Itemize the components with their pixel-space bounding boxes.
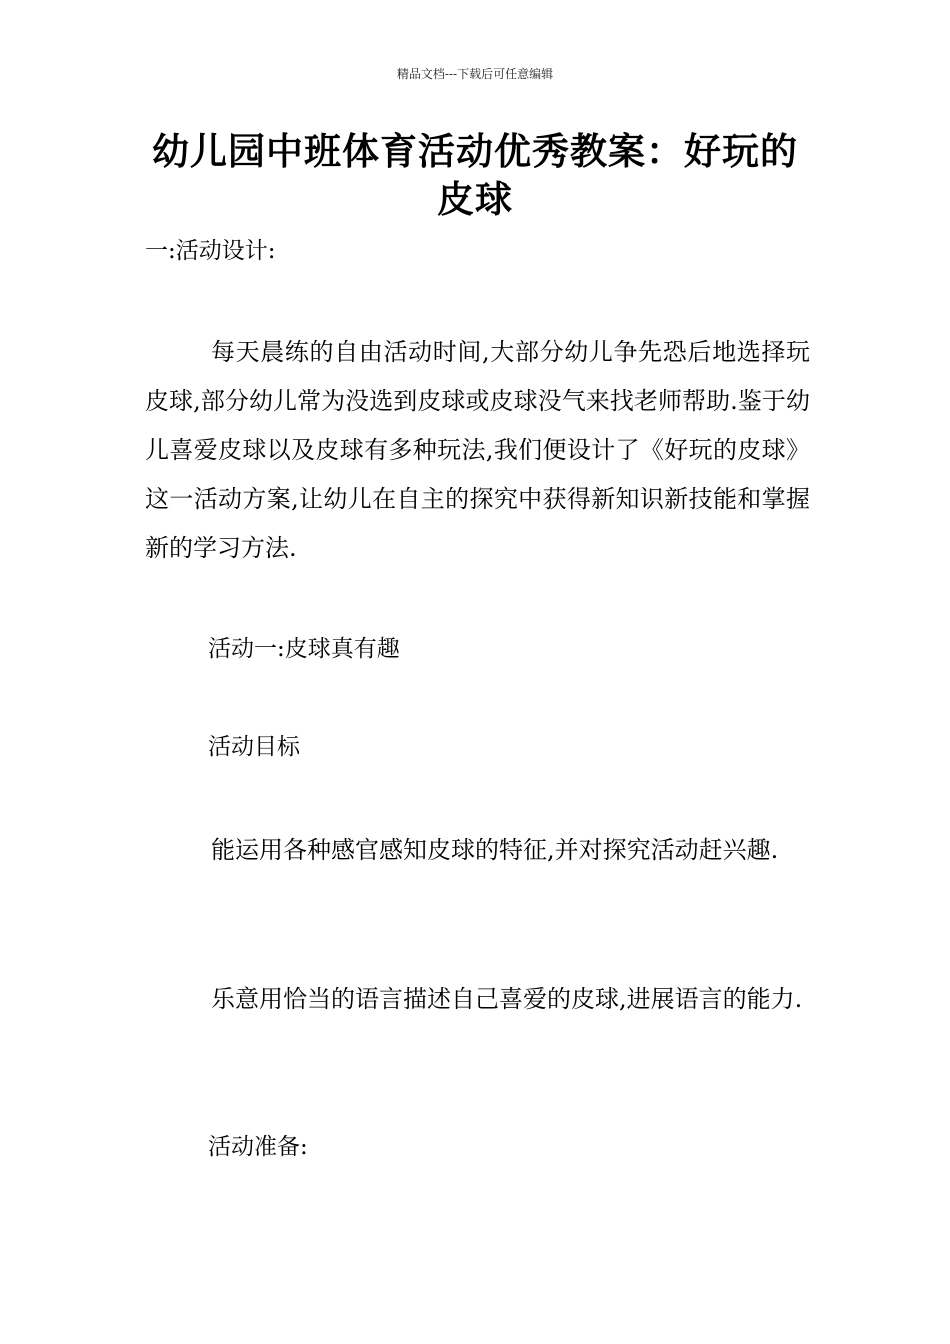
goal-item-1: 能运用各种感官感知皮球的特征,并对探究活动赶兴趣. bbox=[211, 836, 779, 864]
activity-goal-heading: 活动目标 bbox=[208, 734, 300, 760]
section-heading-activity-design: 一:活动设计: bbox=[145, 238, 276, 264]
activity-one-heading: 活动一:皮球真有趣 bbox=[208, 636, 400, 662]
page-header: 精品文档---下载后可任意编辑 bbox=[396, 67, 554, 81]
activity-preparation-heading: 活动准备: bbox=[208, 1134, 308, 1160]
goal-item-2: 乐意用恰当的语言描述自己喜爱的皮球,进展语言的能力. bbox=[211, 985, 803, 1013]
document-title: 幼儿园中班体育活动优秀教案：好玩的皮球 bbox=[152, 130, 798, 221]
paragraph-background: 每天晨练的自由活动时间,大部分幼儿争先恐后地选择玩皮球,部分幼儿常为没选到皮球或皮球没气来找老师帮助.鉴于幼儿喜爱皮球以及皮球有多种玩法,我们便设计了《好玩的皮球》这一活动方案,让幼儿在自主的探究中获得新知识新技能和掌握新的学习方法. bbox=[145, 338, 810, 562]
